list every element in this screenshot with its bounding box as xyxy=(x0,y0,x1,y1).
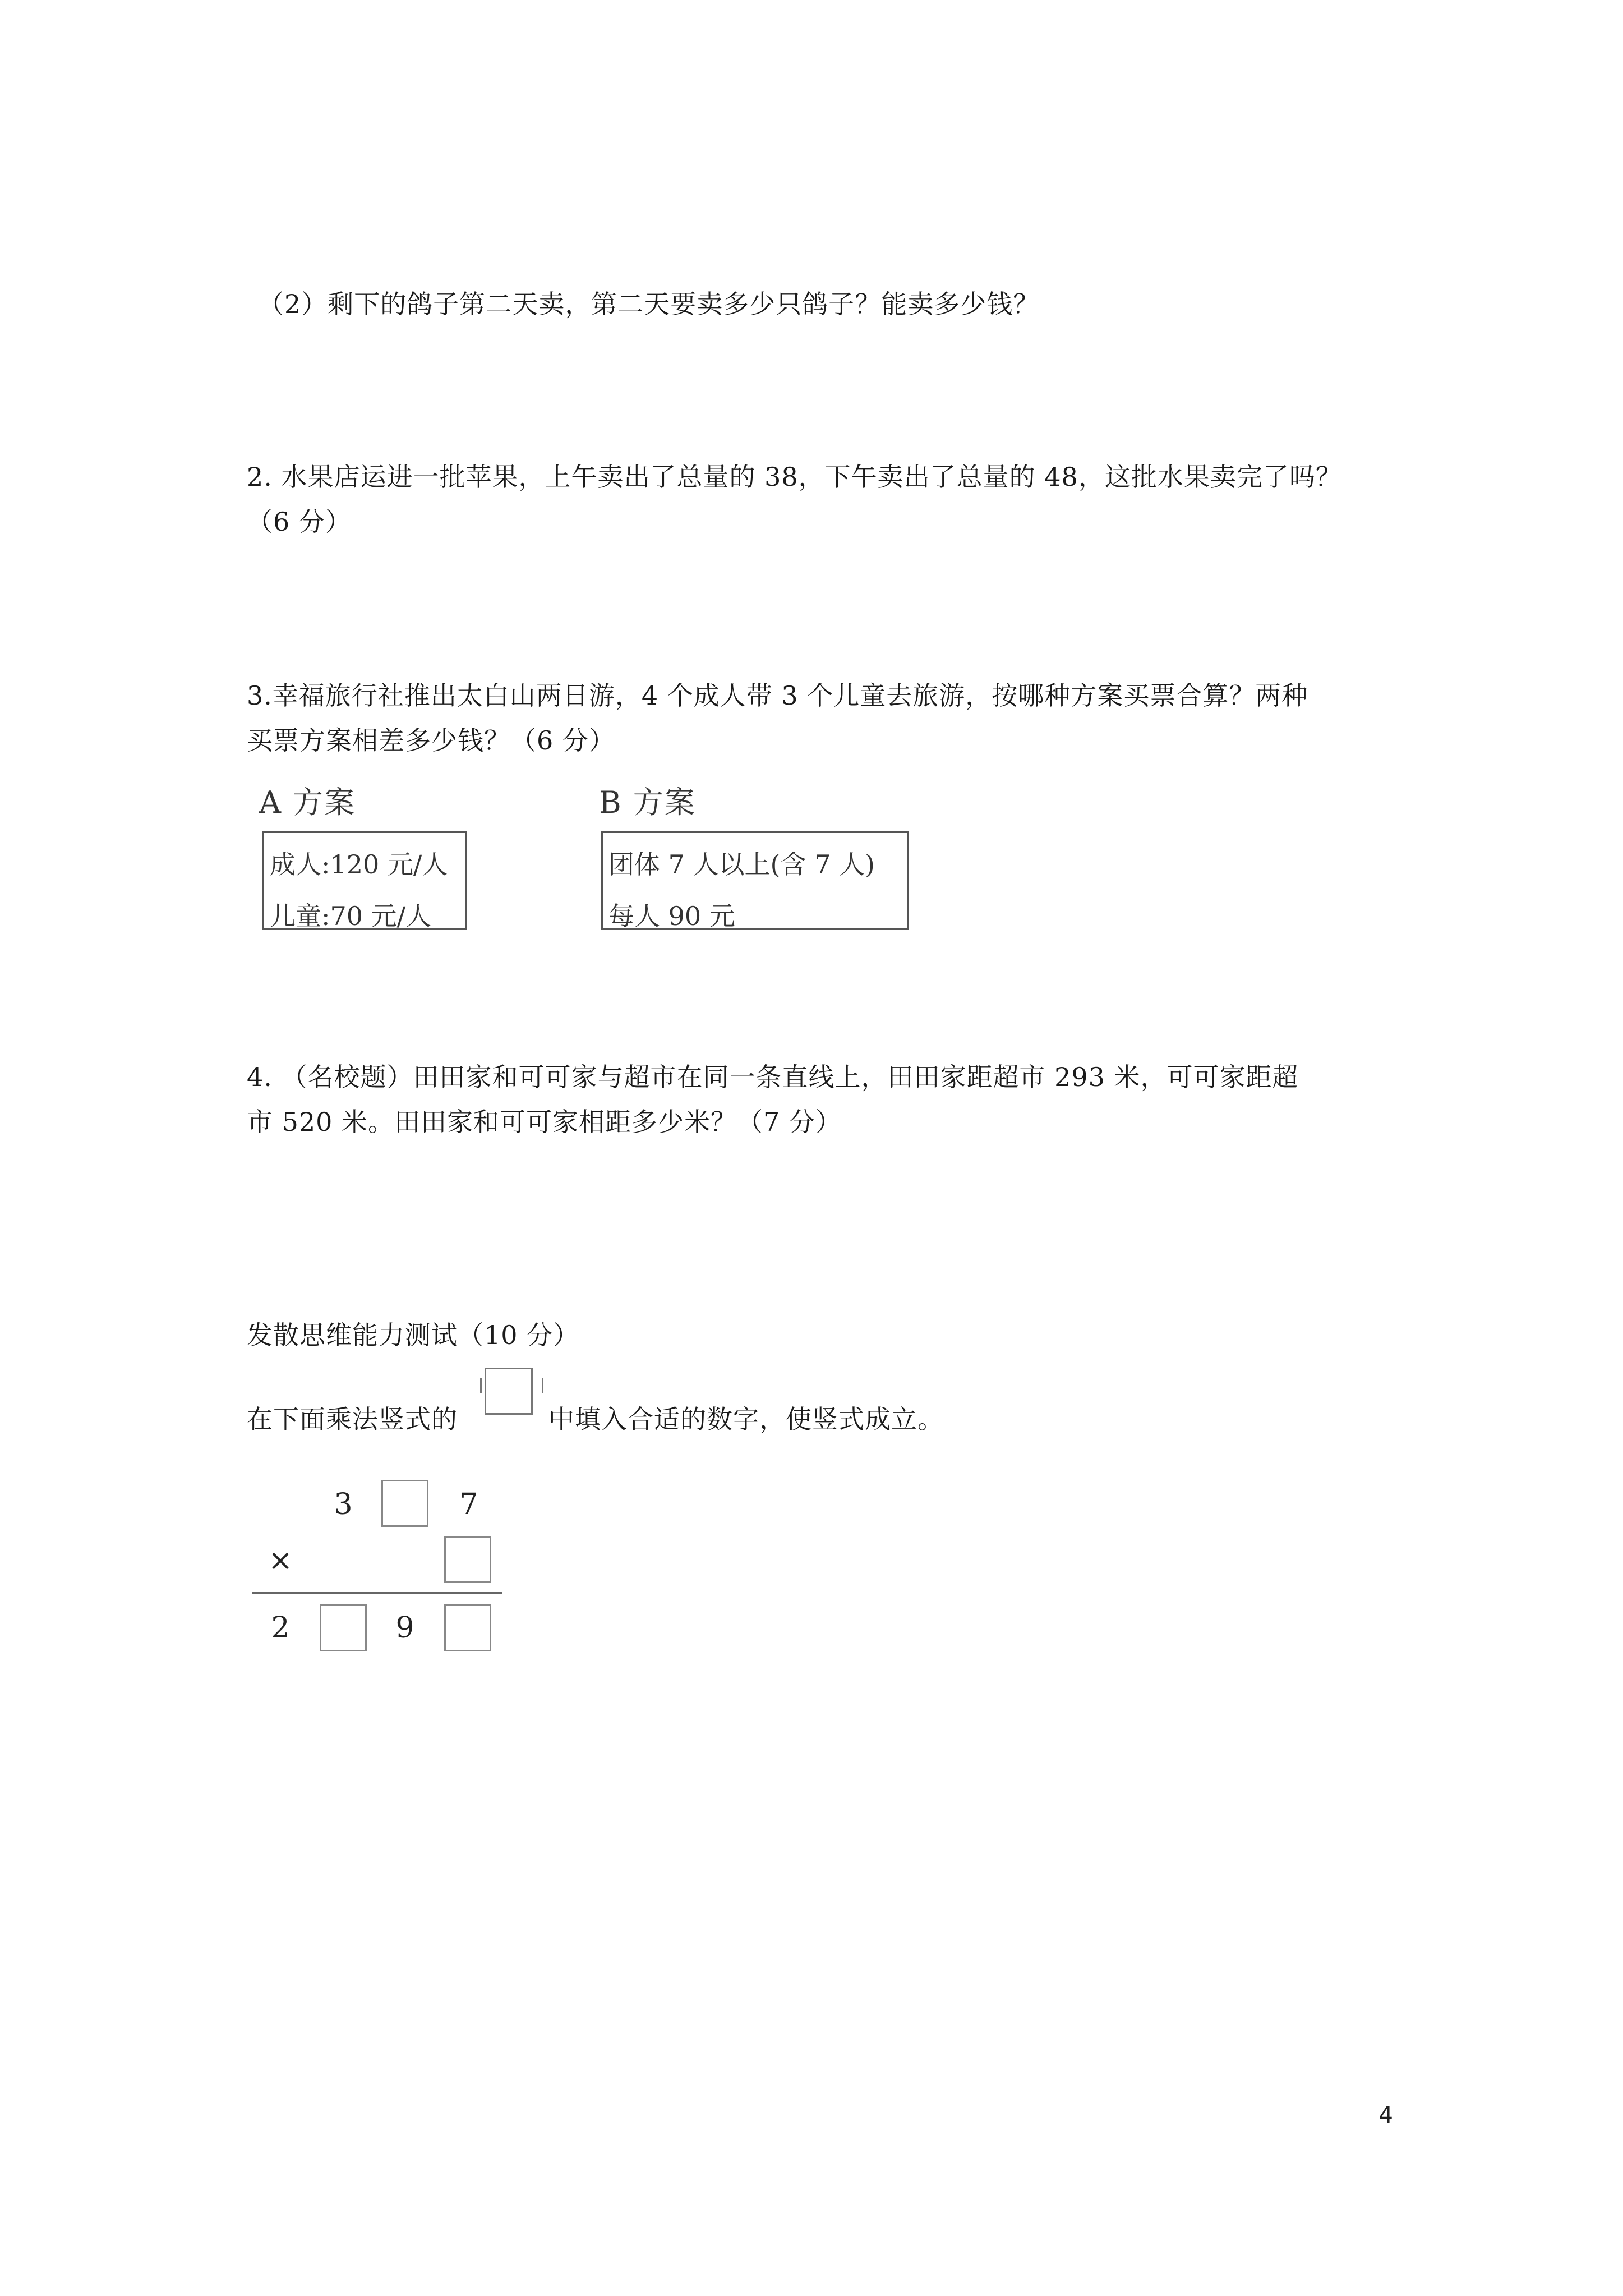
question-3-line-1: 3.幸福旅行社推出太白山两日游，4 个成人带 3 个儿童去旅游，按哪种方案买票合算？两种 xyxy=(247,680,1308,711)
multiplicand-digit-hundreds: 3 xyxy=(334,1488,353,1521)
scheme-b-box xyxy=(601,831,909,930)
multiplicand-digit-ones: 7 xyxy=(459,1488,478,1521)
multiplicand-blank-tens[interactable] xyxy=(381,1480,428,1527)
product-digit-tens: 9 xyxy=(395,1611,414,1645)
multiplier-blank[interactable] xyxy=(444,1536,491,1583)
question-5-instruction-before: 在下面乘法竖式的 xyxy=(247,1404,458,1434)
product-digit-thousands: 2 xyxy=(271,1611,290,1645)
times-sign: × xyxy=(268,1544,293,1577)
scheme-b-group-price: 每人 90 元 xyxy=(608,901,735,931)
question-4-line-2: 市 520 米。田田家和可可家相距多少米？（7 分） xyxy=(247,1107,842,1137)
scheme-a-box xyxy=(262,831,467,930)
question-5-title: 发散思维能力测试（10 分） xyxy=(247,1320,580,1350)
question-2-line-1: 2. 水果店运进一批苹果，上午卖出了总量的 38，下午卖出了总量的 48，这批水果卖完了吗？ xyxy=(247,462,1342,492)
scheme-a-title: A 方案 xyxy=(259,785,356,820)
product-blank-hundreds[interactable] xyxy=(320,1604,367,1651)
inline-box-right-tick xyxy=(542,1378,543,1393)
question-5-instruction-after: 中填入合适的数字，使竖式成立。 xyxy=(548,1404,944,1434)
question-2-line-2: （6 分） xyxy=(247,507,352,537)
question-3-line-2: 买票方案相差多少钱？（6 分） xyxy=(247,725,615,756)
scheme-a-adult-price: 成人:120 元/人 xyxy=(270,849,448,880)
product-rule xyxy=(252,1592,502,1594)
scheme-b-group-rule: 团体 7 人以上(含 7 人) xyxy=(608,849,875,880)
product-blank-ones[interactable] xyxy=(444,1604,491,1651)
scheme-a-child-price: 儿童:70 元/人 xyxy=(270,901,432,931)
scheme-b-title: B 方案 xyxy=(599,785,696,820)
inline-blank-box xyxy=(485,1368,533,1415)
question-1-part-2: （2）剩下的鸽子第二天卖，第二天要卖多少只鸽子？能卖多少钱？ xyxy=(258,289,1040,319)
inline-box-left-tick xyxy=(480,1378,482,1393)
page-number: 4 xyxy=(1378,2102,1393,2128)
question-4-line-1: 4. （名校题）田田家和可可家与超市在同一条直线上，田田家距超市 293 米，可可家距超 xyxy=(247,1062,1299,1092)
